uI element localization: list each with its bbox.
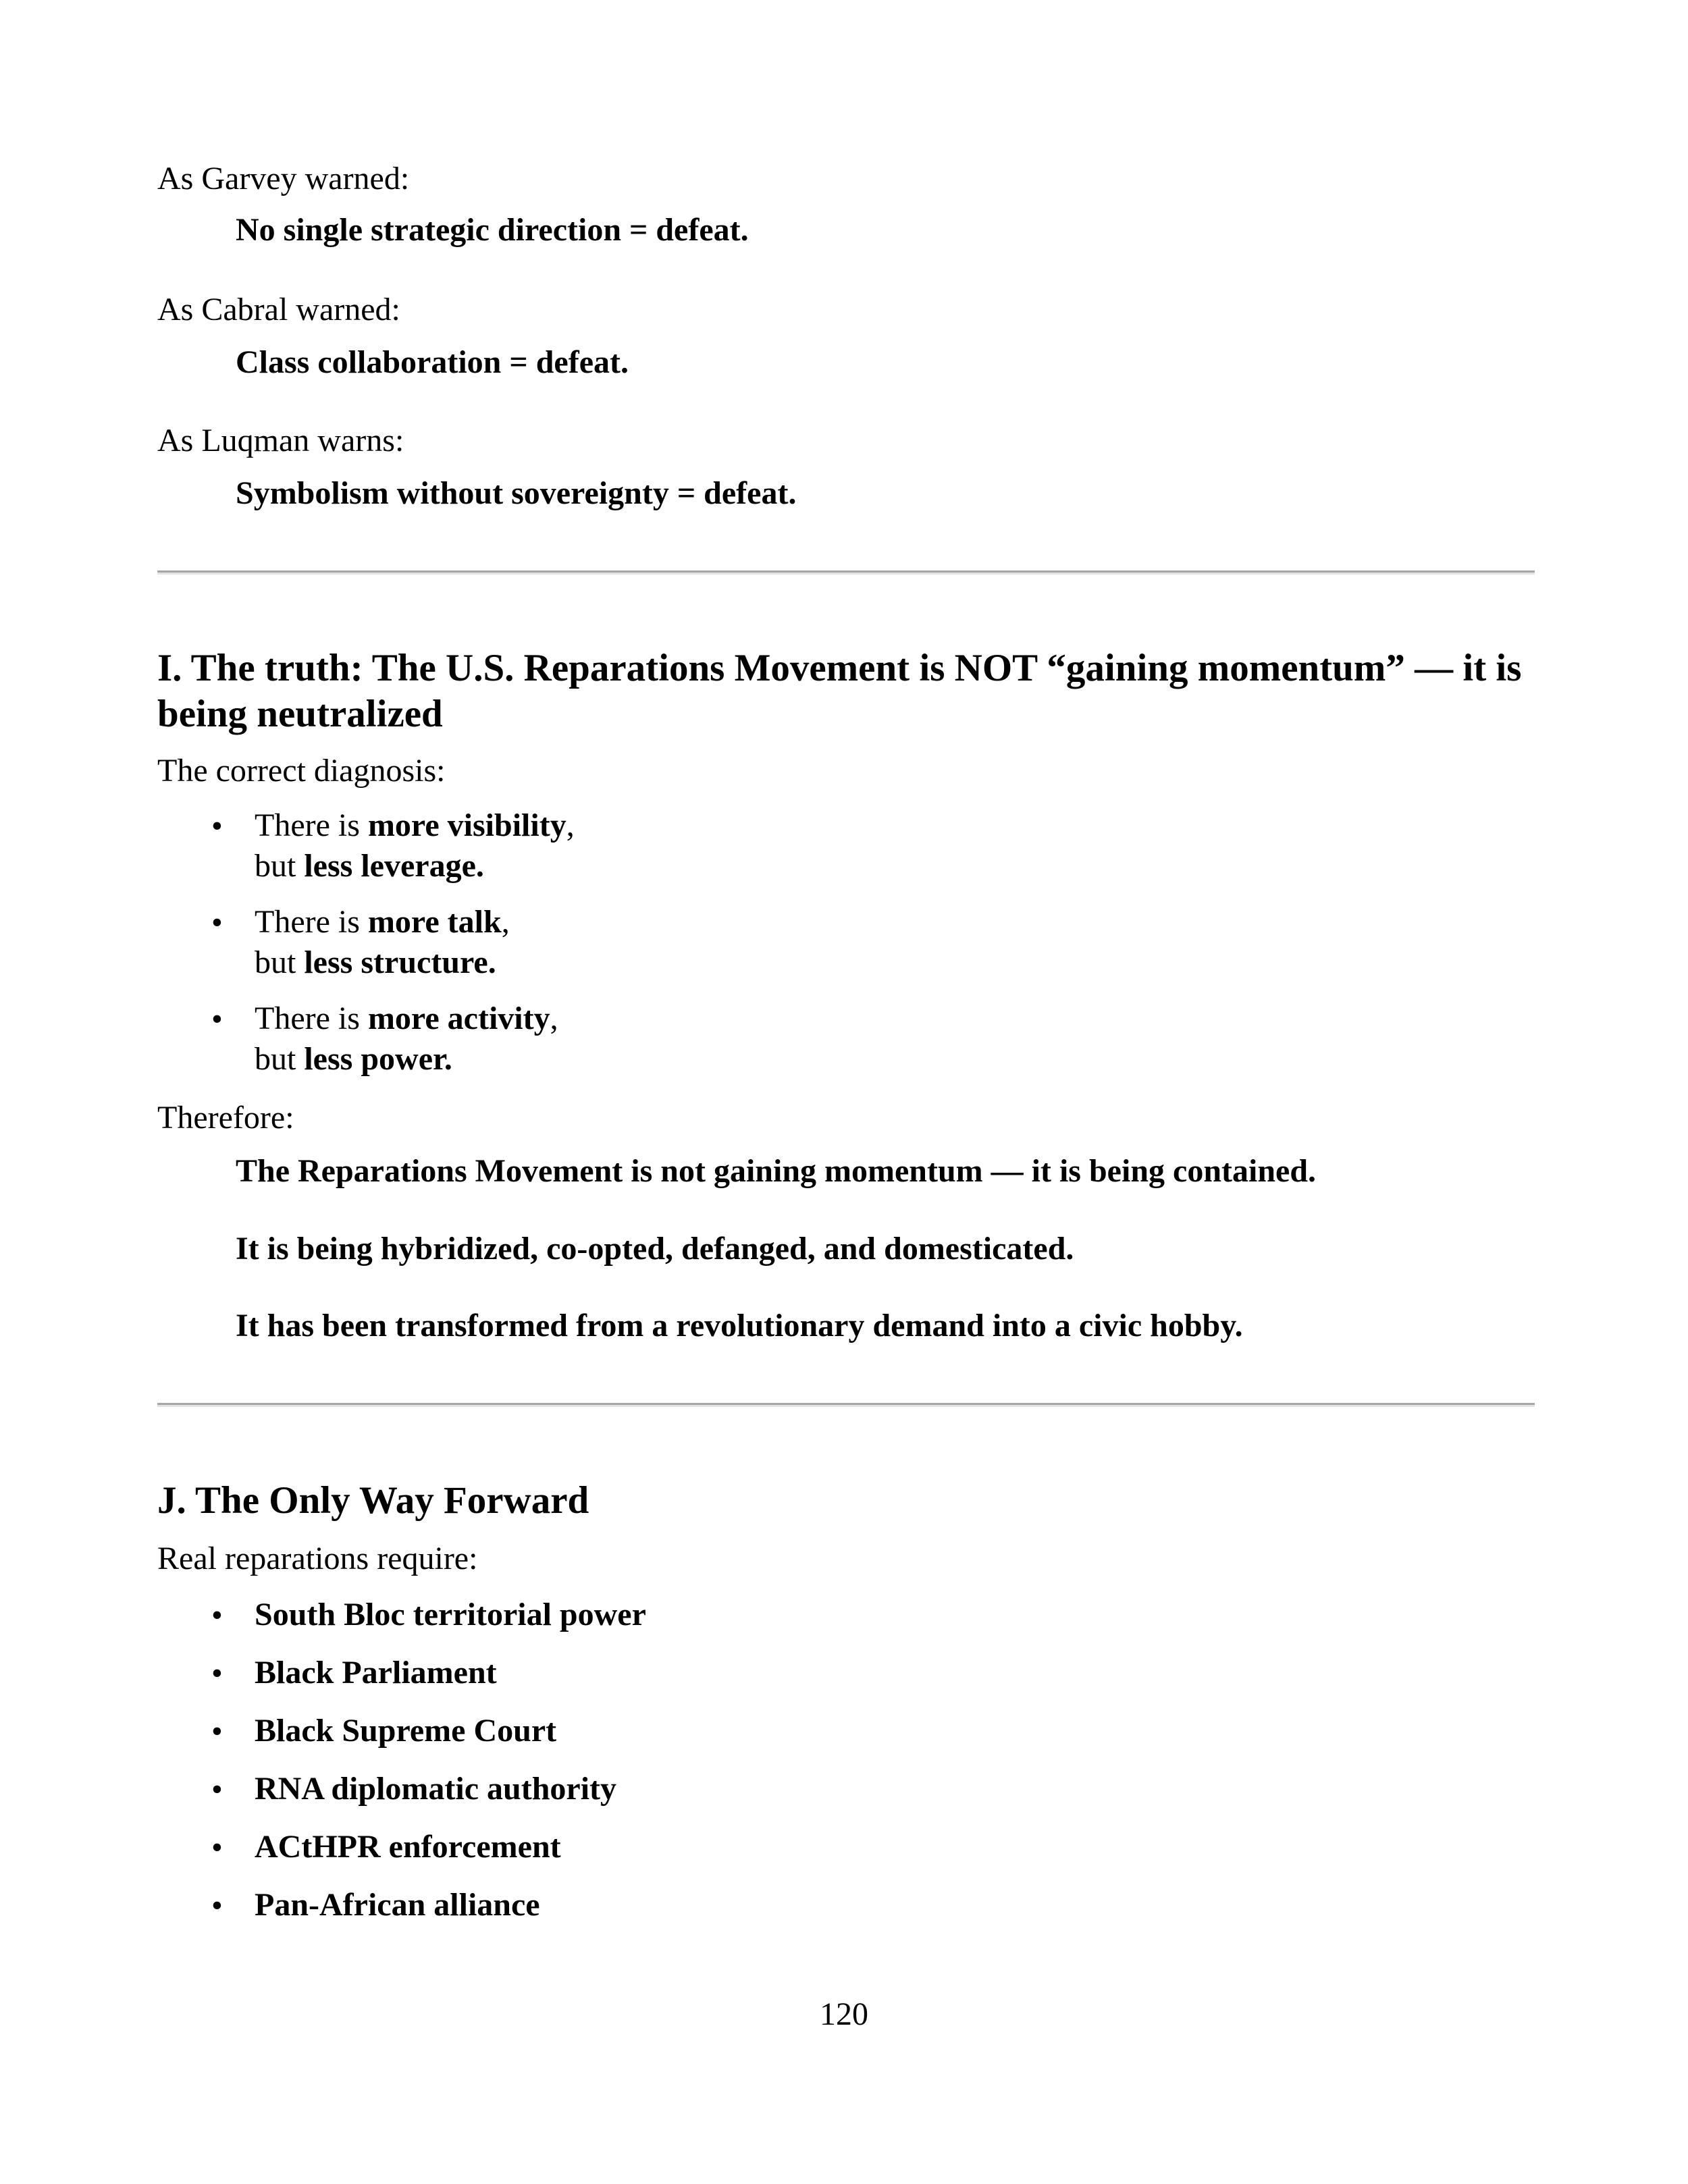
quote-intro-luqman: As Luqman warns:	[157, 423, 404, 458]
quote-intro-garvey: As Garvey warned:	[157, 161, 410, 196]
bullet-symbol: •	[211, 1713, 223, 1749]
requirement-item: RNA diplomatic authority	[255, 1771, 617, 1807]
requirement-item: Pan-African alliance	[255, 1887, 540, 1923]
requirement-item: Black Parliament	[255, 1655, 497, 1690]
quote-statement-cabral: Class collaboration = defeat.	[236, 344, 629, 380]
section-divider	[157, 570, 1535, 575]
diagnosis-item-line1: There is more talk,	[255, 904, 510, 940]
therefore-label: Therefore:	[157, 1100, 294, 1136]
diagnosis-item-line2: but less structure.	[255, 944, 496, 980]
conclusion-line: It has been transformed from a revolutionary demand into a civic hobby.	[236, 1308, 1243, 1343]
quote-statement-garvey: No single strategic direction = defeat.	[236, 212, 749, 248]
diagnosis-item-line1: There is more visibility,	[255, 807, 575, 843]
quote-intro-cabral: As Cabral warned:	[157, 292, 400, 327]
requirement-item: South Bloc territorial power	[255, 1597, 646, 1632]
bullet-symbol: •	[211, 1001, 223, 1037]
section-i-heading: I. The truth: The U.S. Reparations Movement is NOT “gaining momentum” — it is being neutralized	[157, 647, 1522, 735]
bullet-symbol: •	[211, 1830, 223, 1865]
bullet-symbol: •	[211, 1888, 223, 1923]
bullet-symbol: •	[211, 1655, 223, 1691]
diagnosis-item-line2: but less power.	[255, 1041, 452, 1077]
bullet-symbol: •	[211, 905, 223, 940]
section-divider	[157, 1403, 1535, 1407]
conclusion-line: It is being hybridized, co-opted, defanged, and domesticated.	[236, 1231, 1074, 1267]
section-i-intro: The correct diagnosis:	[157, 753, 446, 789]
bullet-symbol: •	[211, 808, 223, 844]
bullet-symbol: •	[211, 1597, 223, 1633]
quote-statement-luqman: Symbolism without sovereignty = defeat.	[236, 475, 797, 511]
conclusion-line: The Reparations Movement is not gaining momentum — it is being contained.	[236, 1153, 1317, 1189]
requirement-item: Black Supreme Court	[255, 1713, 557, 1749]
section-j-heading: J. The Only Way Forward	[157, 1479, 589, 1522]
requirement-item: ACtHPR enforcement	[255, 1829, 561, 1865]
bullet-symbol: •	[211, 1772, 223, 1807]
diagnosis-item-line1: There is more activity,	[255, 1001, 558, 1036]
section-j-intro: Real reparations require:	[157, 1541, 478, 1576]
diagnosis-item-line2: but less leverage.	[255, 848, 484, 884]
page-number: 120	[820, 1996, 868, 2032]
